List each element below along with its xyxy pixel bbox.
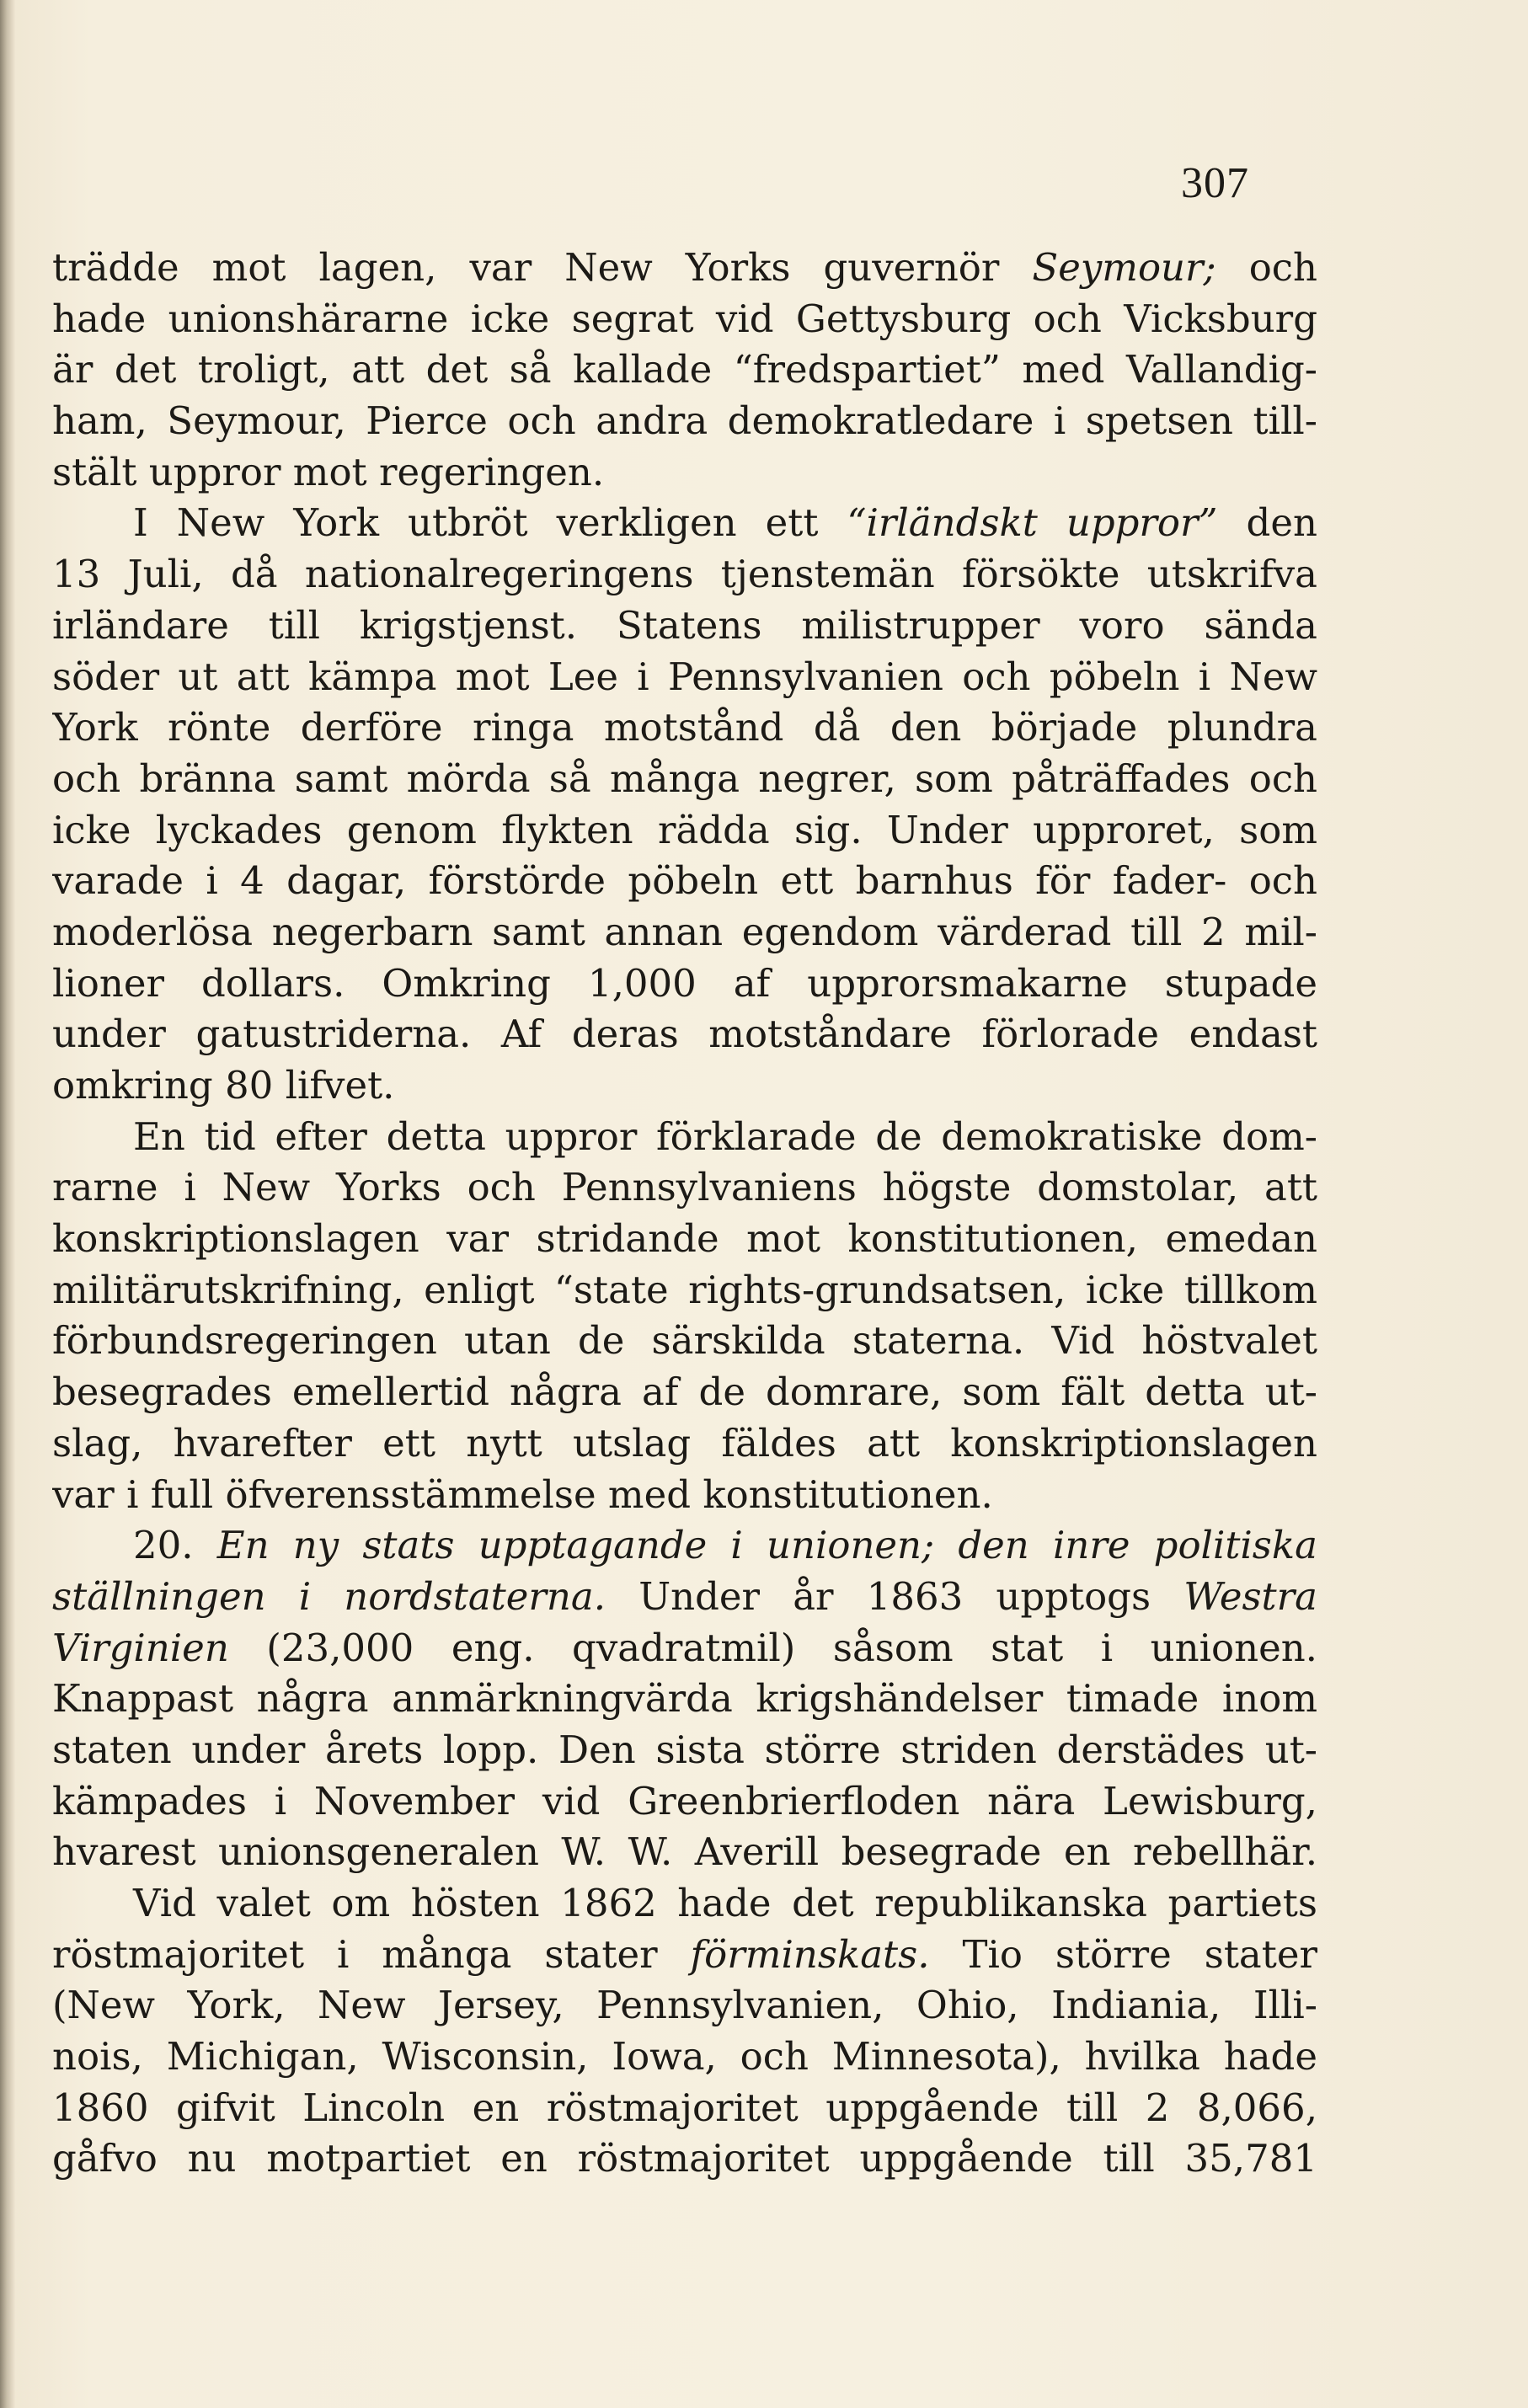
text-line [52,601,1317,652]
text-segment: I New York utbröt verkligen ett [133,500,847,546]
text-segment: Knappast några anmärkningvärda krigshändelser timade inom [52,1676,1317,1722]
text-segment: Under år 1863 upptogs [606,1573,1184,1619]
text-segment: är det troligt, att det så kallade “fredspartiet” med Vallandig- [52,347,1317,392]
text-segment: varade i 4 dagar, förstörde pöbeln ett barnhus för fader- och [52,858,1317,904]
text-segment: En tid efter detta uppror förklarade de demokratiske dom- [133,1113,1317,1159]
text-line [52,1572,1317,1623]
text-line [52,1520,1317,1572]
text-line [52,396,1317,447]
text-line [52,1878,1317,1930]
text-line [52,549,1317,601]
text-segment: slag, hvarefter ett nytt utslag fäldes att konskriptionslagen [52,1420,1317,1466]
text-line [52,344,1317,396]
text-line [52,1674,1317,1725]
text-segment: och [1215,245,1317,290]
text-line [52,243,1317,294]
text-segment: omkring 80 lifvet. [52,1063,395,1108]
text-segment: och bränna samt mörda så många negrer, som påträffades och [52,756,1317,801]
text-segment: nois, Michigan, Wisconsin, Iowa, och Minnesota), hvilka hade [52,2034,1317,2080]
text-line [52,907,1317,958]
italic-text: förminskats. [690,1931,930,1977]
text-line [52,1776,1317,1828]
text-line [52,652,1317,703]
text-segment: var i full öfverensstämmelse med konstitutionen. [52,1471,993,1517]
text-segment: irländare till krigstjenst. Statens milistrupper voro sända [52,602,1317,648]
text-segment: trädde mot lagen, var New Yorks guvernör [52,245,1033,290]
text-segment: förbundsregeringen utan de särskilda staterna. Vid höstvalet [52,1318,1317,1364]
text-line [52,856,1317,907]
text-segment: under gatustriderna. Af deras motståndare förlorade endast [52,1012,1317,1057]
text-line [52,1316,1317,1367]
text-line [52,1162,1317,1214]
text-line [52,2133,1317,2185]
text-segment: moderlösa negerbarn samt annan egendom värderad till 2 mil- [52,909,1317,954]
text-segment: 20. [133,1523,217,1568]
text-segment: Vid valet om hösten 1862 hade det republikanska partiets [133,1881,1317,1925]
text-segment: lioner dollars. Omkring 1,000 af upprorsmakarne stupade [52,960,1317,1006]
text-line [52,1418,1317,1470]
text-line [52,1060,1317,1112]
text-segment: (23,000 eng. qvadratmil) såsom stat i unionen. [228,1625,1317,1670]
text-line [52,805,1317,857]
text-line [52,1980,1317,2032]
text-segment: besegrades emellertid några af de domrare, som fält detta ut- [52,1370,1317,1415]
text-segment: militärutskrifning, enligt “state rights-grundsatsen, icke tillkom [52,1267,1317,1312]
text-segment: kämpades i November vid Greenbrierfloden nära Lewisburg, [52,1778,1317,1823]
text-segment: röstmajoritet i många stater [52,1931,691,1977]
text-segment: 1860 gifvit Lincoln en röstmajoritet uppgående till 2 8,066, [52,2085,1317,2130]
book-spine-shadow [0,0,15,2408]
text-segment: 13 Juli, då nationalregeringens tjenstemän försökte utskrifva [52,552,1317,597]
text-line [52,2032,1317,2083]
italic-text: ställningen i nordstaterna. [52,1573,606,1619]
text-segment: stält uppror mot regeringen. [52,449,605,494]
text-segment: icke lyckades genom flykten rädda sig. Under upproret, som [52,807,1317,852]
text-segment: Tio större stater [929,1931,1317,1977]
page-number: 307 [1181,159,1249,207]
text-line [52,1112,1317,1163]
text-line [52,1470,1317,1521]
text-line [52,958,1317,1010]
text-segment: rarne i New Yorks och Pennsylvaniens högste domstolar, att [52,1165,1317,1210]
italic-text: Seymour; [1032,245,1216,290]
body-text [52,243,1317,2185]
text-segment: (New York, New Jersey, Pennsylvanien, Ohio, Indiania, Illi- [52,1983,1317,2028]
text-line [52,1623,1317,1674]
text-segment: ham, Seymour, Pierce och andra demokratledare i spetsen till- [52,398,1317,444]
text-segment: hvarest unionsgeneralen W. W. Averill besegrade en rebellhär. [52,1829,1317,1875]
text-line [52,2083,1317,2134]
text-line [52,1827,1317,1878]
text-segment: York rönte derföre ringa motstånd då den började plundra [52,705,1317,750]
text-segment: konskriptionslagen var stridande mot konstitutionen, emedan [52,1216,1317,1262]
italic-text: “irländskt uppror” [847,500,1218,546]
italic-text: En ny stats upptagande i unionen; den inre politiska [216,1523,1317,1568]
text-line [52,1265,1317,1316]
text-line [52,1930,1317,1981]
text-line [52,294,1317,345]
text-line [52,754,1317,805]
text-line [52,447,1317,499]
italic-text: Virginien [52,1625,229,1670]
text-line [52,1214,1317,1265]
text-segment: söder ut att kämpa mot Lee i Pennsylvanien och pöbeln i New [52,654,1317,699]
text-segment: staten under årets lopp. Den sista större striden derstädes ut- [52,1727,1317,1772]
text-line [52,1725,1317,1776]
text-segment: gåfvo nu motpartiet en röstmajoritet uppgående till 35,781 [52,2136,1317,2181]
text-line [52,1009,1317,1060]
text-line [52,1367,1317,1418]
text-line [52,498,1317,549]
text-segment: den [1217,500,1317,546]
italic-text: Westra [1183,1573,1317,1619]
text-segment: hade unionshärarne icke segrat vid Gettysburg och Vicksburg [52,296,1317,341]
text-line [52,702,1317,754]
